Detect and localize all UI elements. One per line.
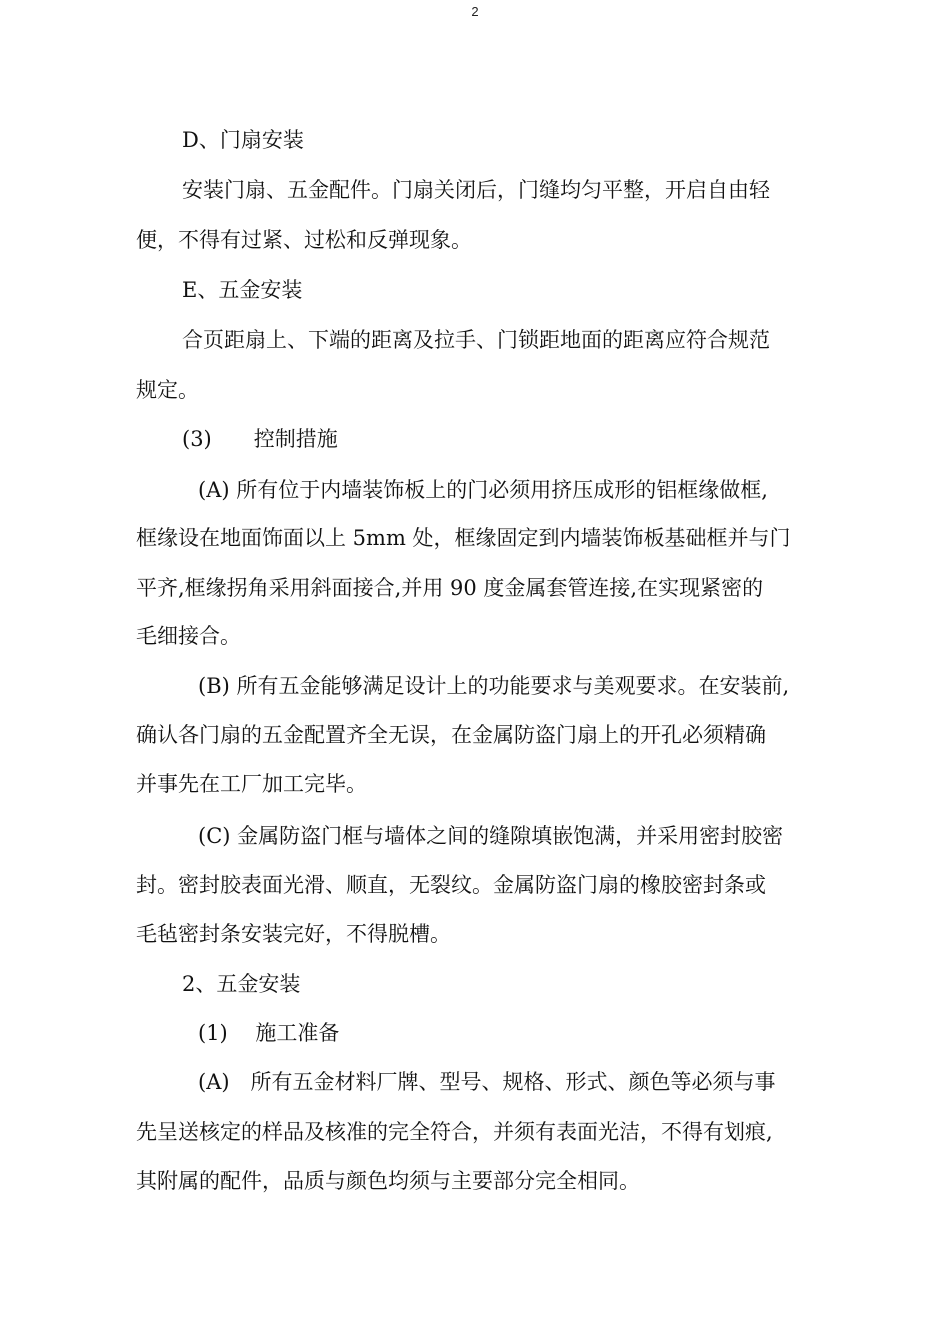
paragraph-line: 平齐,框缘拐角采用斜面接合,并用 90 度金属套管连接,在实现紧密的 bbox=[136, 576, 764, 600]
paragraph-line: 毛毡密封条安装完好，不得脱槽。 bbox=[136, 922, 451, 946]
paragraph-line: 便，不得有过紧、过松和反弹现象。 bbox=[136, 228, 472, 252]
paragraph-line: 先呈送核定的样品及核准的完全符合，并须有表面光洁，不得有划痕, bbox=[136, 1120, 773, 1144]
heading-construction-prep: (1) 施工准备 bbox=[198, 1021, 340, 1045]
paragraph-line: (A) 所有五金材料厂牌、型号、规格、形式、颜色等必须与事 bbox=[198, 1070, 776, 1094]
paragraph-line: 规定。 bbox=[136, 378, 199, 402]
paragraph-line: 毛细接合。 bbox=[136, 624, 241, 648]
paragraph-line: (C) 金属防盗门框与墙体之间的缝隙填嵌饱满，并采用密封胶密 bbox=[198, 824, 784, 848]
paragraph-line: 封。密封胶表面光滑、顺直，无裂纹。金属防盗门扇的橡胶密封条或 bbox=[136, 873, 766, 897]
paragraph-line: 安装门扇、五金配件。门扇关闭后，门缝均匀平整，开启自由轻 bbox=[182, 178, 770, 202]
paragraph-line: (A) 所有位于内墙装饰板上的门必须用挤压成形的铝框缘做框, bbox=[198, 478, 768, 502]
heading-section-2: 2、五金安装 bbox=[182, 972, 301, 996]
paragraph-line: 合页距扇上、下端的距离及拉手、门锁距地面的距离应符合规范 bbox=[182, 328, 770, 352]
page-number: 2 bbox=[471, 4, 479, 19]
heading-control-measures: (3) 控制措施 bbox=[182, 427, 338, 451]
paragraph-line: (B) 所有五金能够满足设计上的功能要求与美观要求。在安装前, bbox=[198, 674, 790, 698]
heading-door-leaf-install: D、门扇安装 bbox=[182, 128, 304, 152]
paragraph-line: 框缘设在地面饰面以上 5mm 处，框缘固定到内墙装饰板基础框并与门 bbox=[136, 526, 791, 550]
paragraph-line: 其附属的配件，品质与颜色均须与主要部分完全相同。 bbox=[136, 1169, 640, 1193]
heading-hardware-install: E、五金安装 bbox=[182, 278, 303, 302]
paragraph-line: 并事先在工厂加工完毕。 bbox=[136, 772, 367, 796]
paragraph-line: 确认各门扇的五金配置齐全无误，在金属防盗门扇上的开孔必须精确 bbox=[136, 723, 766, 747]
